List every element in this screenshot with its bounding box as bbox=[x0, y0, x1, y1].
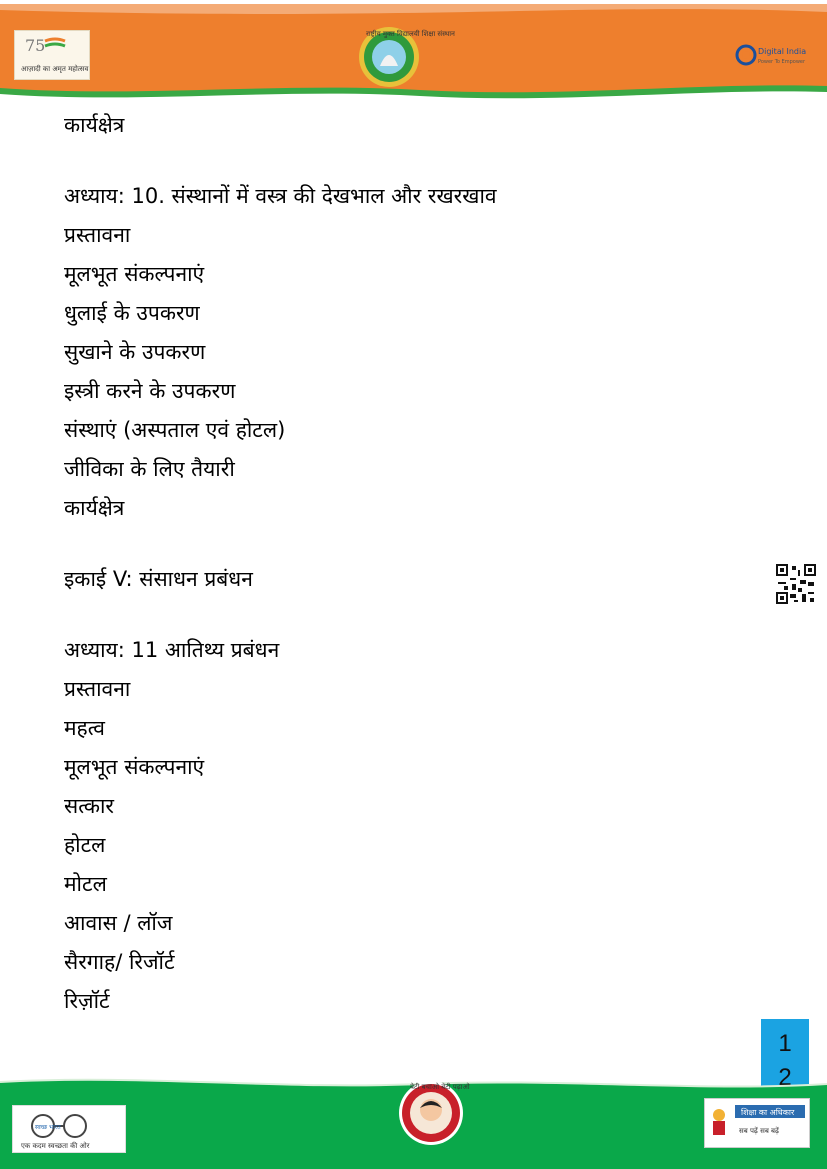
beti-bachao-logo bbox=[398, 1080, 470, 1146]
chapter-heading: अध्याय: 10. संस्थानों में वस्त्र की देखभाल और रखरखाव bbox=[64, 184, 497, 208]
spacer bbox=[64, 145, 754, 177]
page-header bbox=[0, 0, 827, 110]
text-line: मूलभूत संकल्पनाएं bbox=[64, 262, 205, 286]
text-line: सुखाने के उपकरण bbox=[64, 340, 206, 364]
text-line: महत्व bbox=[64, 716, 105, 740]
text-line: आवास / लॉज bbox=[64, 911, 173, 935]
spacer bbox=[64, 599, 754, 631]
azadi-logo-text: आज़ादी का अमृत महोत्सव bbox=[21, 65, 89, 73]
svg-text:75: 75 bbox=[25, 36, 46, 55]
digital-india-text: Digital India bbox=[758, 47, 807, 56]
swachh-tagline: एक कदम स्वच्छता की ओर bbox=[21, 1142, 90, 1150]
page-number-digit: 1 bbox=[778, 1030, 792, 1057]
text-line: मूलभूत संकल्पनाएं bbox=[64, 755, 205, 779]
text-line: मोटल bbox=[64, 872, 107, 896]
text-line: धुलाई के उपकरण bbox=[64, 301, 200, 325]
seal-text: राष्ट्रीय मुक्त विद्यालयी शिक्षा संस्थान bbox=[366, 30, 455, 38]
digital-india-tagline: Power To Empower bbox=[758, 59, 806, 65]
text-line: प्रस्तावना bbox=[64, 677, 131, 701]
digital-india-logo bbox=[736, 40, 816, 70]
rte-tagline: सब पढ़ें सब बढ़ें bbox=[739, 1127, 779, 1135]
page-number-digit: 2 bbox=[778, 1064, 792, 1091]
right-to-education-logo bbox=[704, 1098, 810, 1148]
text-line: सैरगाह/ रिजॉर्ट bbox=[64, 950, 175, 974]
rte-title: शिक्षा का अधिकार bbox=[741, 1108, 795, 1117]
text-line: प्रस्तावना bbox=[64, 223, 131, 247]
page-footer bbox=[0, 1072, 827, 1169]
spacer bbox=[64, 528, 754, 560]
chapter-heading: अध्याय: 11 आतिथ्य प्रबंधन bbox=[64, 638, 280, 662]
beti-text: बेटी बचाओ बेटी पढ़ाओ bbox=[410, 1083, 470, 1091]
swachh-text: स्वच्छ भारत bbox=[35, 1124, 61, 1131]
text-line: कार्यक्षेत्र bbox=[64, 113, 125, 137]
qr-code-icon[interactable] bbox=[776, 564, 816, 604]
text-line: कार्यक्षेत्र bbox=[64, 496, 125, 520]
text-line: सत्कार bbox=[64, 794, 115, 818]
text-line: संस्थाएं (अस्पताल एवं होटल) bbox=[64, 418, 286, 442]
azadi-ka-amrit-mahotsav-logo bbox=[14, 30, 90, 80]
text-line: रिज़ॉर्ट bbox=[64, 989, 110, 1013]
syllabus-content bbox=[64, 106, 754, 1021]
text-line: होटल bbox=[64, 833, 106, 857]
text-line: जीविका के लिए तैयारी bbox=[64, 457, 235, 481]
text-line: इस्त्री करने के उपकरण bbox=[64, 379, 236, 403]
swachh-bharat-logo bbox=[12, 1105, 126, 1153]
unit-heading: इकाई V: संसाधन प्रबंधन bbox=[64, 567, 253, 591]
nios-seal-logo bbox=[358, 26, 455, 88]
